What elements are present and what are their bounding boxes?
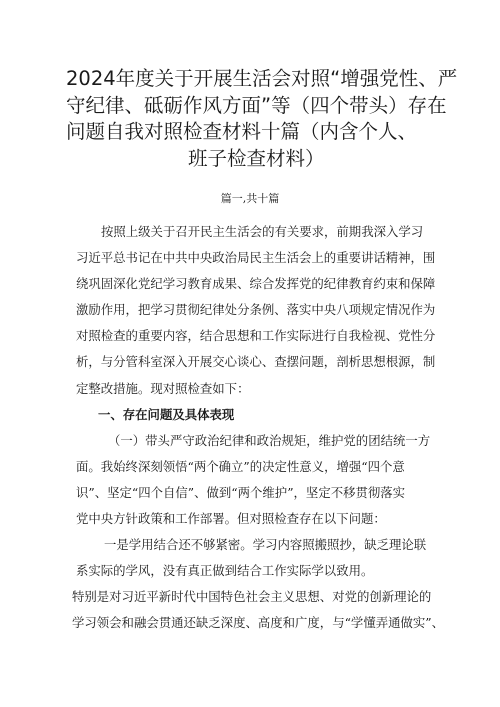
paragraph-line: 定整改措施。现对照检查如下：: [76, 380, 250, 396]
section-heading: 一、存在问题及具体表现: [98, 406, 235, 422]
title-line: 守纪律、砥砺作风方面”等（四个带头）存在: [66, 93, 447, 117]
title-line: 班子检查材料）: [188, 146, 325, 170]
title-line: 问题自我对照检查材料十篇（内含个人、: [66, 120, 418, 143]
paragraph-line: 一是学用结合还不够紧密。学习内容照搬照抄，缺乏理论联: [104, 537, 427, 553]
paragraph-line: 特别是对习近平新时代中国特色社会主义思想、对党的创新理论的: [72, 589, 432, 605]
paragraph-line: 党中央方针政策和工作部署。但对照检查存在以下问题：: [76, 511, 386, 527]
paragraph-line: 学习领会和融会贯通还缺乏深度、高度和广度，与“学懂弄通做实”、: [72, 615, 444, 631]
paragraph-line: 对照检查的重要内容，结合思想和工作实际进行自我检视、党性分: [76, 328, 436, 344]
paragraph-line: 析，与分管科室深入开展交心谈心、查摆问题，剖析思想根源，制: [76, 354, 436, 370]
paragraph-line: 习近平总书记在中共中央政治局民主生活会上的重要讲话精神，围: [76, 250, 436, 266]
paragraph-line: 识”、坚定“四个自信”、做到“两个维护”，坚定不移贯彻落实: [76, 484, 406, 500]
paragraph-line: 面。我始终深刻领悟“两个确立”的决定性意义，增强“四个意: [76, 458, 405, 474]
document-body: [72, 219, 444, 637]
paragraph-line: （一）带头严守政治纪律和政治规矩，维护党的团结统一方: [108, 432, 431, 448]
document-subtitle: 篇一,共十篇: [220, 192, 280, 205]
title-line: 2024年度关于开展生活会对照“增强党性、严: [66, 67, 458, 90]
paragraph-line: 系实际的学风，没有真正做到结合工作实际学以致用。: [76, 563, 374, 579]
paragraph-line: 绕巩固深化党纪学习教育成果、综合发挥党的纪律教育约束和保障: [76, 276, 436, 292]
paragraph-line: 激励作用，把学习贯彻纪律处分条例、落实中央八项规定情况作为: [76, 302, 436, 318]
document-title: [66, 66, 458, 172]
paragraph-line: 按照上级关于召开民主生活会的有关要求，前期我深入学习: [101, 224, 424, 239]
